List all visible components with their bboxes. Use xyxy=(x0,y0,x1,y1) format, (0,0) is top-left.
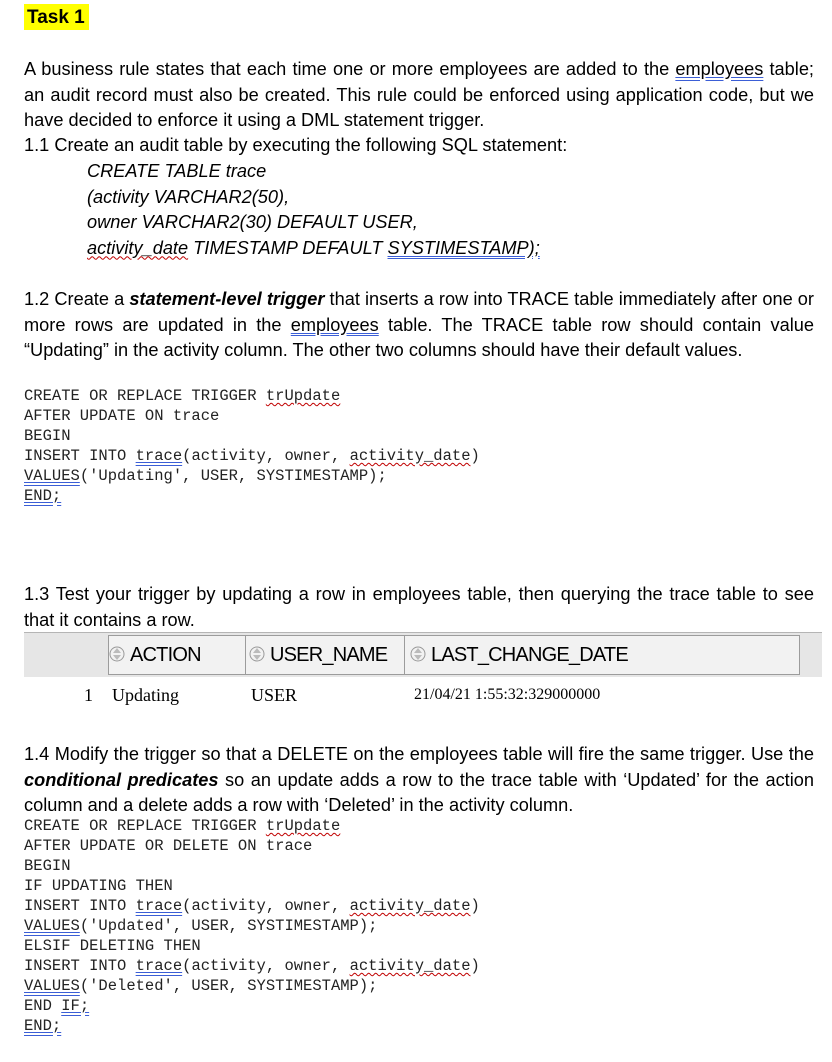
grid-header xyxy=(24,632,822,677)
column-header-user-name[interactable]: USER_NAME xyxy=(245,635,407,675)
task-heading: Task 1 xyxy=(24,4,89,30)
employees-link-text: employees xyxy=(675,59,764,79)
cell-last-change-date[interactable]: 21/04/21 1:55:32:329000000 xyxy=(414,686,601,703)
step-1-3-text: 1.3 Test your trigger by updating a row in employees table, then querying the trace table to see that it contains a row. xyxy=(24,584,814,630)
sort-icon xyxy=(109,645,125,663)
intro-paragraph: A business rule states that each time one or more employees are added to the employees table; an audit record must also be created. This rule could be enforced using application code, but we have decided to enforce it using a DML statement trigger. xyxy=(24,59,814,130)
sort-icon xyxy=(249,645,265,663)
query-result-grid xyxy=(24,632,822,714)
conditional-trigger-code: CREATE OR REPLACE TRIGGER trUpdate AFTER UPDATE OR DELETE ON trace BEGIN IF UPDATING THEN INSERT INTO trace(activity, owner, activity_date) VALUES('Updated', USER, SYSTIMESTAMP); ELSIF DELETING THEN INSERT INTO trace(activity, owner, activity_date) VALUES('Deleted', USER, SYSTIMESTAMP); END IF; END; xyxy=(24,817,480,1035)
step-1-4-text: 1.4 Modify the trigger so that a DELETE on the employees table will fire the same trigger. Use the conditional predicates so an update adds a row to the trace table with ‘Updated’ for the action column and a delete adds a row with ‘Deleted’ in the activity column. xyxy=(24,744,814,815)
create-table-sql: CREATE TABLE trace (activity VARCHAR2(50), owner VARCHAR2(30) DEFAULT USER, activity_date TIMESTAMP DEFAULT SYSTIMESTAMP); xyxy=(87,161,540,258)
step-1-2-text: 1.2 Create a statement-level trigger that inserts a row into TRACE table immediately after one or more rows are updated in the employees table. The TRACE table row should contain value “Updating” in the activity column. The other two columns should have their default values. xyxy=(24,289,814,360)
cell-action[interactable]: Updating xyxy=(112,685,179,705)
table-row[interactable] xyxy=(24,680,822,710)
sort-icon xyxy=(410,645,426,663)
row-number: 1 xyxy=(84,685,93,705)
column-header-last-change-date[interactable]: LAST_CHANGE_DATE xyxy=(404,635,800,675)
statement-trigger-code: CREATE OR REPLACE TRIGGER trUpdate AFTER UPDATE ON trace BEGIN INSERT INTO trace(activity, owner, activity_date) VALUES('Updating', USER, SYSTIMESTAMP); END; xyxy=(24,387,480,505)
cell-user-name[interactable]: USER xyxy=(251,685,298,705)
column-header-action[interactable]: ACTION xyxy=(108,635,248,675)
step-1-1-text: 1.1 Create an audit table by executing the following SQL statement: xyxy=(24,135,568,155)
